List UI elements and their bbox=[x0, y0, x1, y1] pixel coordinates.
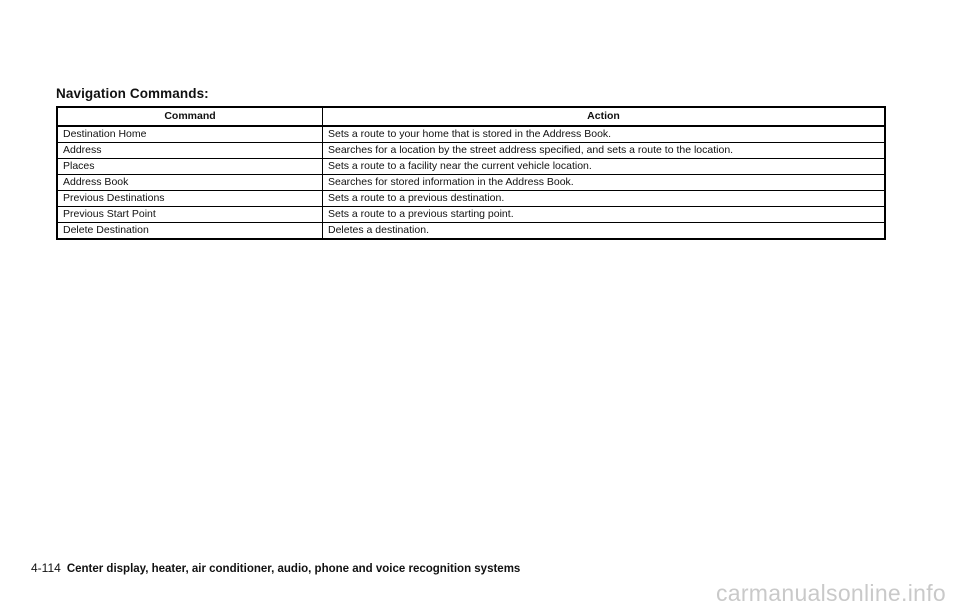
table-row bbox=[57, 191, 885, 207]
command-cell: Previous Start Point bbox=[57, 207, 323, 223]
table-row bbox=[57, 126, 885, 143]
command-cell: Delete Destination bbox=[57, 223, 323, 240]
command-cell: Address bbox=[57, 143, 323, 159]
chapter-title: Center display, heater, air conditioner, audio, phone and voice recognition systems bbox=[66, 563, 521, 575]
page-footer bbox=[31, 561, 520, 575]
action-cell: Deletes a destination. bbox=[323, 223, 886, 240]
action-cell: Sets a route to a previous starting point. bbox=[323, 207, 886, 223]
column-header-action: Action bbox=[323, 107, 886, 126]
table-row bbox=[57, 223, 885, 240]
watermark-text[interactable]: carmanualsonline.info bbox=[715, 580, 946, 606]
page-number: 4-114 bbox=[31, 561, 61, 575]
navigation-commands-table bbox=[56, 106, 886, 240]
column-header-command: Command bbox=[57, 107, 323, 126]
action-cell: Sets a route to your home that is stored in the Address Book. bbox=[323, 126, 886, 143]
table-row bbox=[57, 207, 885, 223]
command-cell: Destination Home bbox=[57, 126, 323, 143]
command-cell: Previous Destinations bbox=[57, 191, 323, 207]
action-cell: Searches for stored information in the Address Book. bbox=[323, 175, 886, 191]
action-cell: Sets a route to a previous destination. bbox=[323, 191, 886, 207]
section-title: Navigation Commands: bbox=[56, 86, 209, 101]
action-cell: Sets a route to a facility near the current vehicle location. bbox=[323, 159, 886, 175]
action-cell: Searches for a location by the street address specified, and sets a route to the location. bbox=[323, 143, 886, 159]
table-row bbox=[57, 175, 885, 191]
table-header-row bbox=[57, 107, 885, 126]
command-cell: Address Book bbox=[57, 175, 323, 191]
command-cell: Places bbox=[57, 159, 323, 175]
table-row bbox=[57, 143, 885, 159]
table-row bbox=[57, 159, 885, 175]
